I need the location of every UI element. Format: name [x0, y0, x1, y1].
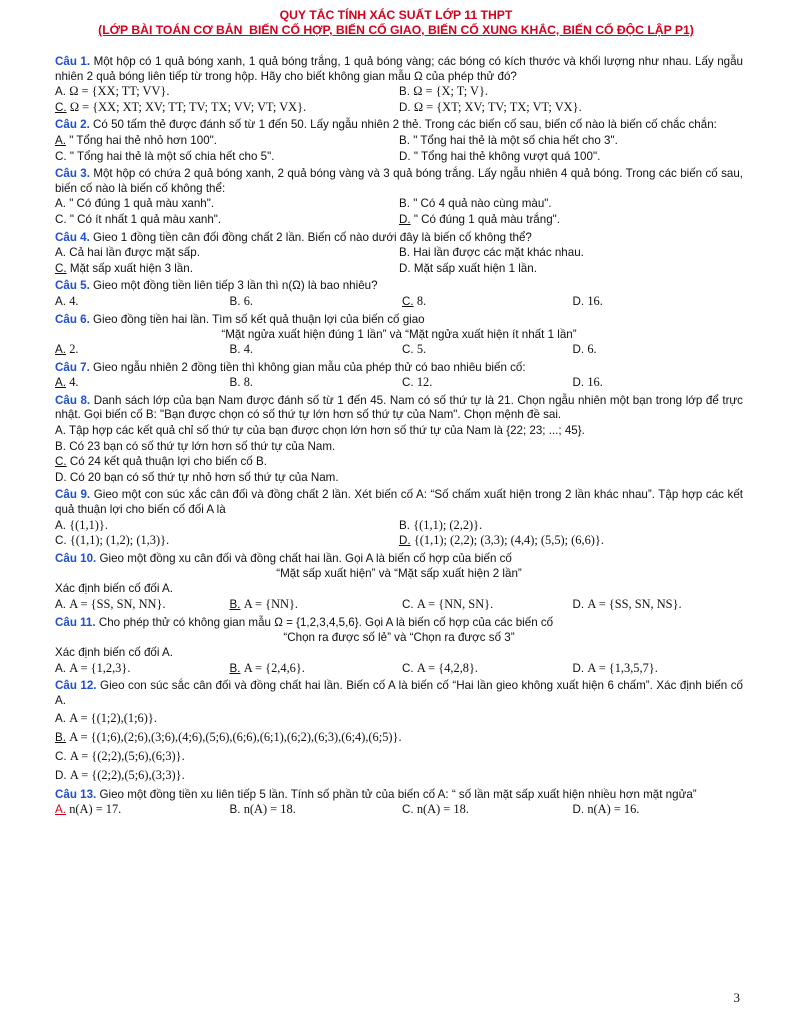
option-b: B. " Có 4 quả nào cùng màu". [399, 197, 552, 211]
option-d: D. Có 20 bạn có số thứ tự nhỏ hơn số thứ tự của Nam. [55, 470, 339, 484]
option-a: A. " Tổng hai thẻ nhỏ hơn 100". [55, 133, 217, 147]
question-text: Gieo ngẫu nhiên 2 đồng tiền thì không gian mẫu của phép thử có bao nhiêu biến cố: [93, 360, 526, 374]
option-d: D. {(1,1); (2,2); (3,3); (4,4); (5,5); (6,6)}. [399, 533, 604, 548]
question-text: Một hộp có 1 quả bóng xanh, 1 quả bóng trắng, 1 quả bóng vàng; các bóng có kích thước và khối lượng như nhau. Lấy ngẫu nhiên 2 quả bóng liên tiếp từ trong hộp. Hãy cho biết không gian mẫu Ω của phép thử đó? [55, 55, 743, 83]
option-c: C. A = {NN, SN}. [401, 597, 494, 611]
options-row [55, 133, 743, 149]
options-row [55, 84, 743, 100]
option-d: D. 16. [572, 293, 603, 308]
option-c: C. A = {(2;2),(5;6),(6;3)}. [55, 748, 185, 763]
question-8 [55, 394, 743, 423]
option-b: B. {(1,1); (2,2)}. [399, 517, 483, 532]
options-row [55, 196, 743, 212]
option-a: A. Tập hợp các kết quả chỉ số thứ tự của bạn được chọn lớn hơn số thứ tự của Nam là {22; 23; ...; 45}. [55, 424, 585, 438]
question-13 [55, 788, 743, 803]
question-label: Câu 2. [55, 118, 90, 132]
option-b: B. Có 23 bạn có số thứ tự lớn hơn số thứ tự của Nam. [55, 439, 336, 453]
question-text: Gieo đồng tiền hai lần. Tìm số kết quả thuận lợi của biến cố giao [93, 312, 425, 326]
options-row [55, 518, 743, 534]
option-d: D. A = {1,3,5,7}. [572, 660, 658, 675]
page-subtitle: (LỚP BÀI TOÁN CƠ BẢN_BIẾN CỐ HỢP, BIẾN CỐ GIAO, BIẾN CỐ XUNG KHẮC, BIẾN CỐ ĐỘC LẬP P1) [98, 23, 694, 37]
option-c: C. " Tổng hai thẻ là một số chia hết cho 5". [55, 149, 275, 163]
option-a: A. 2. [55, 342, 79, 357]
question-label: Câu 8. [55, 393, 91, 407]
option-a: A. " Có đúng 1 quả màu xanh". [55, 197, 215, 211]
option-a: A. A = {(1;2),(1;6)}. [55, 710, 157, 725]
question-6 [55, 313, 743, 328]
question-label: Câu 10. [55, 551, 97, 565]
question-text: Gieo 1 đồng tiền cân đối đồng chất 2 lần. Biến cố nào dưới đây là biến cố không thể? [93, 230, 532, 244]
option-b: B. " Tổng hai thẻ là một số chia hết cho 3". [399, 133, 618, 147]
question-label: Câu 11. [55, 615, 96, 629]
option-d: D. A = {(2;2),(5;6),(3;3)}. [55, 767, 185, 782]
question-followup: Xác định biến cố đối A. [55, 646, 173, 660]
question-5 [55, 279, 743, 294]
option-a: A. 4. [55, 375, 79, 390]
option-c: C. n(A) = 18. [401, 802, 469, 817]
options-row [55, 375, 743, 391]
question-followup: Xác định biến cố đối A. [55, 582, 173, 596]
option-b: B. 4. [229, 342, 253, 357]
option-d: D. Mặt sấp xuất hiện 1 lần. [399, 261, 537, 275]
options-row [55, 661, 743, 677]
option-d: D. n(A) = 16. [572, 802, 640, 817]
option-b: B. Hai lần được các mặt khác nhau. [399, 246, 584, 260]
question-text: Cho phép thử có không gian mẫu Ω = {1,2,3,4,5,6}. Gọi A là biến cố hợp của các biến cố [98, 615, 554, 629]
question-label: Câu 7. [55, 360, 90, 374]
options-row [55, 294, 743, 310]
options-row [55, 342, 743, 358]
question-11 [55, 616, 743, 631]
question-7 [55, 361, 743, 376]
page-number: 3 [733, 990, 740, 1005]
question-text: Một hộp có chứa 2 quả bóng xanh, 2 quả bóng vàng và 3 quả bóng trắng. Lấy ngẫu nhiên 4 quả bóng. Trong các biến cố sau, biến cố nào là biến cố không thể: [55, 167, 743, 195]
question-label: Câu 12. [55, 679, 97, 693]
question-text: Gieo một đồng xu cân đối và đồng chất hai lần. Gọi A là biến cố hợp của biến cố [99, 551, 512, 565]
option-a: A. Cả hai lần được mặt sấp. [55, 246, 200, 260]
question-label: Câu 6. [55, 312, 90, 326]
question-label: Câu 13. [55, 787, 97, 801]
question-12 [55, 679, 743, 708]
option-c: C. Có 24 kết quả thuận lợi cho biến cố B. [55, 455, 267, 469]
event-description: “Mặt ngửa xuất hiện đúng 1 lần” và “Mặt ngửa xuất hiện ít nhất 1 lần” [221, 328, 577, 342]
option-a: A. Ω = {XX; TT; VV}. [55, 84, 170, 99]
question-text: Danh sách lớp của bạn Nam được đánh số từ 1 đến 45. Nam có số thứ tự là 21. Chọn ngẫu nhiên một bạn trong lớp để trực nhật. Gọi biến cố B: "Bạn được chọn có số thứ tự lớn hơn số thứ tự của Nam". Chọn mệnh đề sai. [55, 393, 743, 422]
options-row [55, 245, 743, 261]
option-c: C. 5. [401, 342, 427, 357]
options-row [55, 149, 743, 165]
option-c: C. Ω = {XX; XT; XV; TT; TV; TX; VV; VT; VX}. [55, 99, 307, 114]
option-a: A. n(A) = 17. [55, 802, 122, 817]
question-9 [55, 488, 743, 517]
option-d: D. 6. [572, 342, 597, 357]
question-text: Gieo một đồng tiền liên tiếp 3 lần thì n(Ω) là bao nhiêu? [93, 279, 378, 293]
options-row [55, 100, 743, 116]
option-c: C. {(1,1); (1,2); (1,3)}. [55, 533, 170, 548]
question-list [55, 52, 743, 818]
question-label: Câu 5. [55, 279, 90, 293]
event-description: “Chọn ra được số lẻ” và “Chọn ra được số 3” [283, 631, 515, 645]
option-b: B. 6. [229, 293, 253, 308]
option-a: A. 4. [55, 293, 79, 308]
option-b: B. A = {2,4,6}. [229, 660, 305, 675]
question-label: Câu 3. [55, 167, 90, 181]
question-text: Gieo một con súc xắc cân đối và đồng chất 2 lần. Xét biến cố A: “Số chấm xuất hiện trong 2 lần khác nhau”. Tập hợp các kết quả thuận lợi cho biến cố đối A là [55, 488, 743, 517]
option-a: A. A = {1,2,3}. [55, 660, 131, 675]
options-row [55, 802, 743, 818]
options-row [55, 212, 743, 228]
question-text: Gieo con súc sắc cân đối và đồng chất hai lần. Biến cố A là biến cố “Hai lần gieo không xuất hiện 6 chấm”. Xác định biến cố A. [55, 679, 743, 707]
question-label: Câu 1. [55, 55, 91, 68]
question-10 [55, 552, 743, 567]
options-row [55, 533, 743, 549]
option-c: C. A = {4,2,8}. [401, 660, 479, 675]
options-row [55, 261, 743, 277]
question-text: Có 50 tấm thẻ được đánh số từ 1 đến 50. Lấy ngẫu nhiên 2 thẻ. Trong các biến cố sau, biến cố nào là biến cố chắc chắn: [93, 118, 717, 132]
option-b: B. Ω = {X; T; V}. [399, 84, 488, 99]
option-d: D. " Tổng hai thẻ không vượt quá 100". [399, 149, 601, 163]
page-title: QUY TẮC TÍNH XÁC SUẤT LỚP 11 THPT [279, 8, 513, 22]
option-d: D. A = {SS, SN, NS}. [572, 597, 682, 611]
event-description: “Mặt sấp xuất hiện” và “Mặt sấp xuất hiện 2 lần” [276, 567, 522, 581]
option-a: A. A = {SS, SN, NN}. [55, 597, 166, 611]
option-c: C. 8. [401, 293, 427, 308]
options-row [55, 597, 743, 613]
option-c: C. 12. [401, 375, 433, 390]
question-3 [55, 167, 743, 196]
option-c: C. Mặt sấp xuất hiện 3 lần. [55, 261, 193, 275]
option-d: D. Ω = {XT; XV; TV; TX; VT; VX}. [399, 99, 582, 114]
option-d: D. 16. [572, 375, 603, 390]
question-2 [55, 118, 743, 133]
question-1 [55, 55, 743, 84]
question-text: Gieo một đồng tiền xu liên tiếp 5 lần. Tính số phần tử của biến cố A: “ số lần mặt sấp xuất hiện nhiều hơn mặt ngửa” [99, 787, 697, 801]
option-b: B. A = {(1;6),(2;6),(3;6),(4;6),(5;6),(6;6),(6;1),(6;2),(6;3),(6;4),(6;5)}. [55, 729, 402, 744]
option-a: A. {(1,1)}. [55, 517, 108, 532]
question-label: Câu 9. [55, 488, 91, 502]
question-label: Câu 4. [55, 230, 90, 244]
question-4 [55, 231, 743, 246]
option-c: C. " Có ít nhất 1 quả màu xanh". [55, 212, 222, 226]
option-b: B. 8. [229, 375, 253, 390]
option-d: D. " Có đúng 1 quả màu trắng". [399, 212, 560, 226]
option-b: B. n(A) = 18. [229, 802, 296, 817]
option-b: B. A = {NN}. [229, 597, 299, 611]
